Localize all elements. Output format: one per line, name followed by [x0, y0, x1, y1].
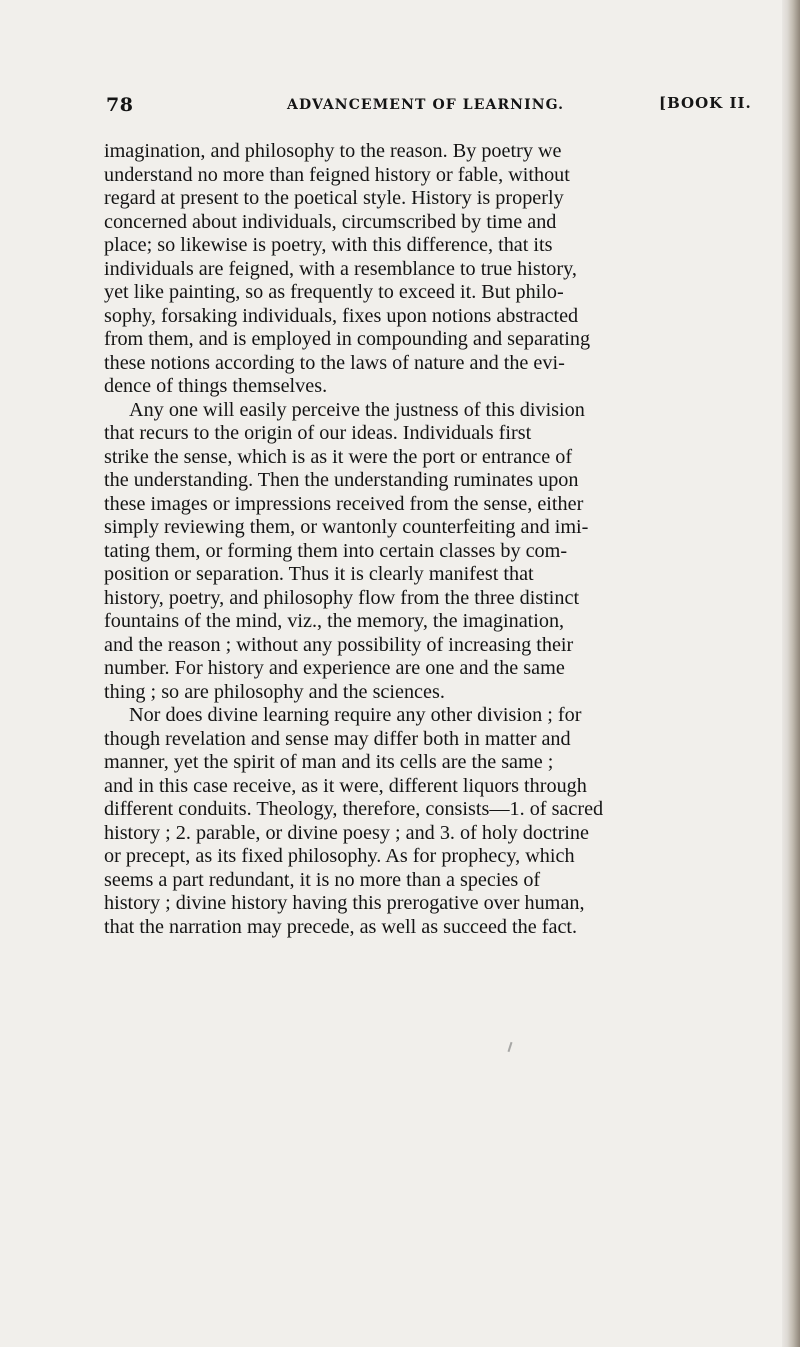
text-line: the understanding. Then the understanding ruminates upon [104, 469, 579, 491]
text-line: that the narration may precede, as well as succeed the fact. [104, 915, 578, 938]
book-reference: [BOOK II. [659, 94, 752, 112]
text-line: fountains of the mind, viz., the memory, the imagination, [104, 610, 565, 632]
text-line: history ; 2. parable, or divine poesy ; and 3. of holy doctrine [104, 821, 589, 844]
text-line: yet like painting, so as frequently to exceed it. But philo- [104, 281, 564, 303]
text-line: sophy, forsaking individuals, fixes upon notions abstracted [104, 304, 579, 327]
text-line: history ; divine history having this prerogative over human, [104, 892, 585, 914]
paragraph-start-line: Nor does divine learning require any other division ; for [129, 704, 582, 726]
text-line: and the reason ; without any possibility of increasing their [104, 633, 574, 656]
text-line: thing ; so are philosophy and the sciences. [104, 680, 445, 703]
paper-mark [508, 1042, 513, 1052]
text-line: different conduits. Theology, therefore, consists—1. of sacred [104, 798, 604, 820]
text-line: or precept, as its fixed philosophy. As for prophecy, which [104, 845, 575, 867]
text-line: individuals are feigned, with a resemblance to true history, [104, 257, 577, 280]
running-title: ADVANCEMENT OF LEARNING. [287, 97, 565, 113]
text-line: number. For history and experience are one and the same [104, 657, 565, 679]
paragraph-start-line: Any one will easily perceive the justness of this division [129, 398, 585, 421]
text-line: tating them, or forming them into certain classes by com- [104, 539, 568, 562]
text-line: position or separation. Thus it is clearly manifest that [104, 563, 534, 585]
running-head [106, 94, 778, 124]
text-line: and in this case receive, as it were, different liquors through [104, 774, 587, 797]
text-line: imagination, and philosophy to the reason. By poetry we [104, 140, 562, 162]
text-line: dence of things themselves. [104, 375, 328, 397]
body-text [104, 140, 760, 939]
page-number: 78 [106, 94, 134, 116]
text-line: manner, yet the spirit of man and its cells are the same ; [104, 751, 554, 773]
text-line: regard at present to the poetical style. History is properly [104, 187, 564, 209]
text-line: place; so likewise is poetry, with this difference, that its [104, 234, 553, 256]
text-line: simply reviewing them, or wantonly counterfeiting and imi- [104, 516, 589, 538]
page-edge-shadow [782, 0, 800, 1347]
text-line: these images or impressions received from the sense, either [104, 492, 584, 515]
text-line: strike the sense, which is as it were the port or entrance of [104, 445, 573, 468]
text-line: from them, and is employed in compounding and separating [104, 328, 591, 350]
text-line: seems a part redundant, it is no more than a species of [104, 868, 541, 891]
text-line: concerned about individuals, circumscribed by time and [104, 210, 557, 233]
text-line: understand no more than feigned history or fable, without [104, 163, 570, 186]
text-line: though revelation and sense may differ both in matter and [104, 727, 571, 750]
text-line: these notions according to the laws of nature and the evi- [104, 351, 565, 374]
text-line: that recurs to the origin of our ideas. Individuals first [104, 422, 532, 444]
text-line: history, poetry, and philosophy flow from the three distinct [104, 586, 580, 609]
